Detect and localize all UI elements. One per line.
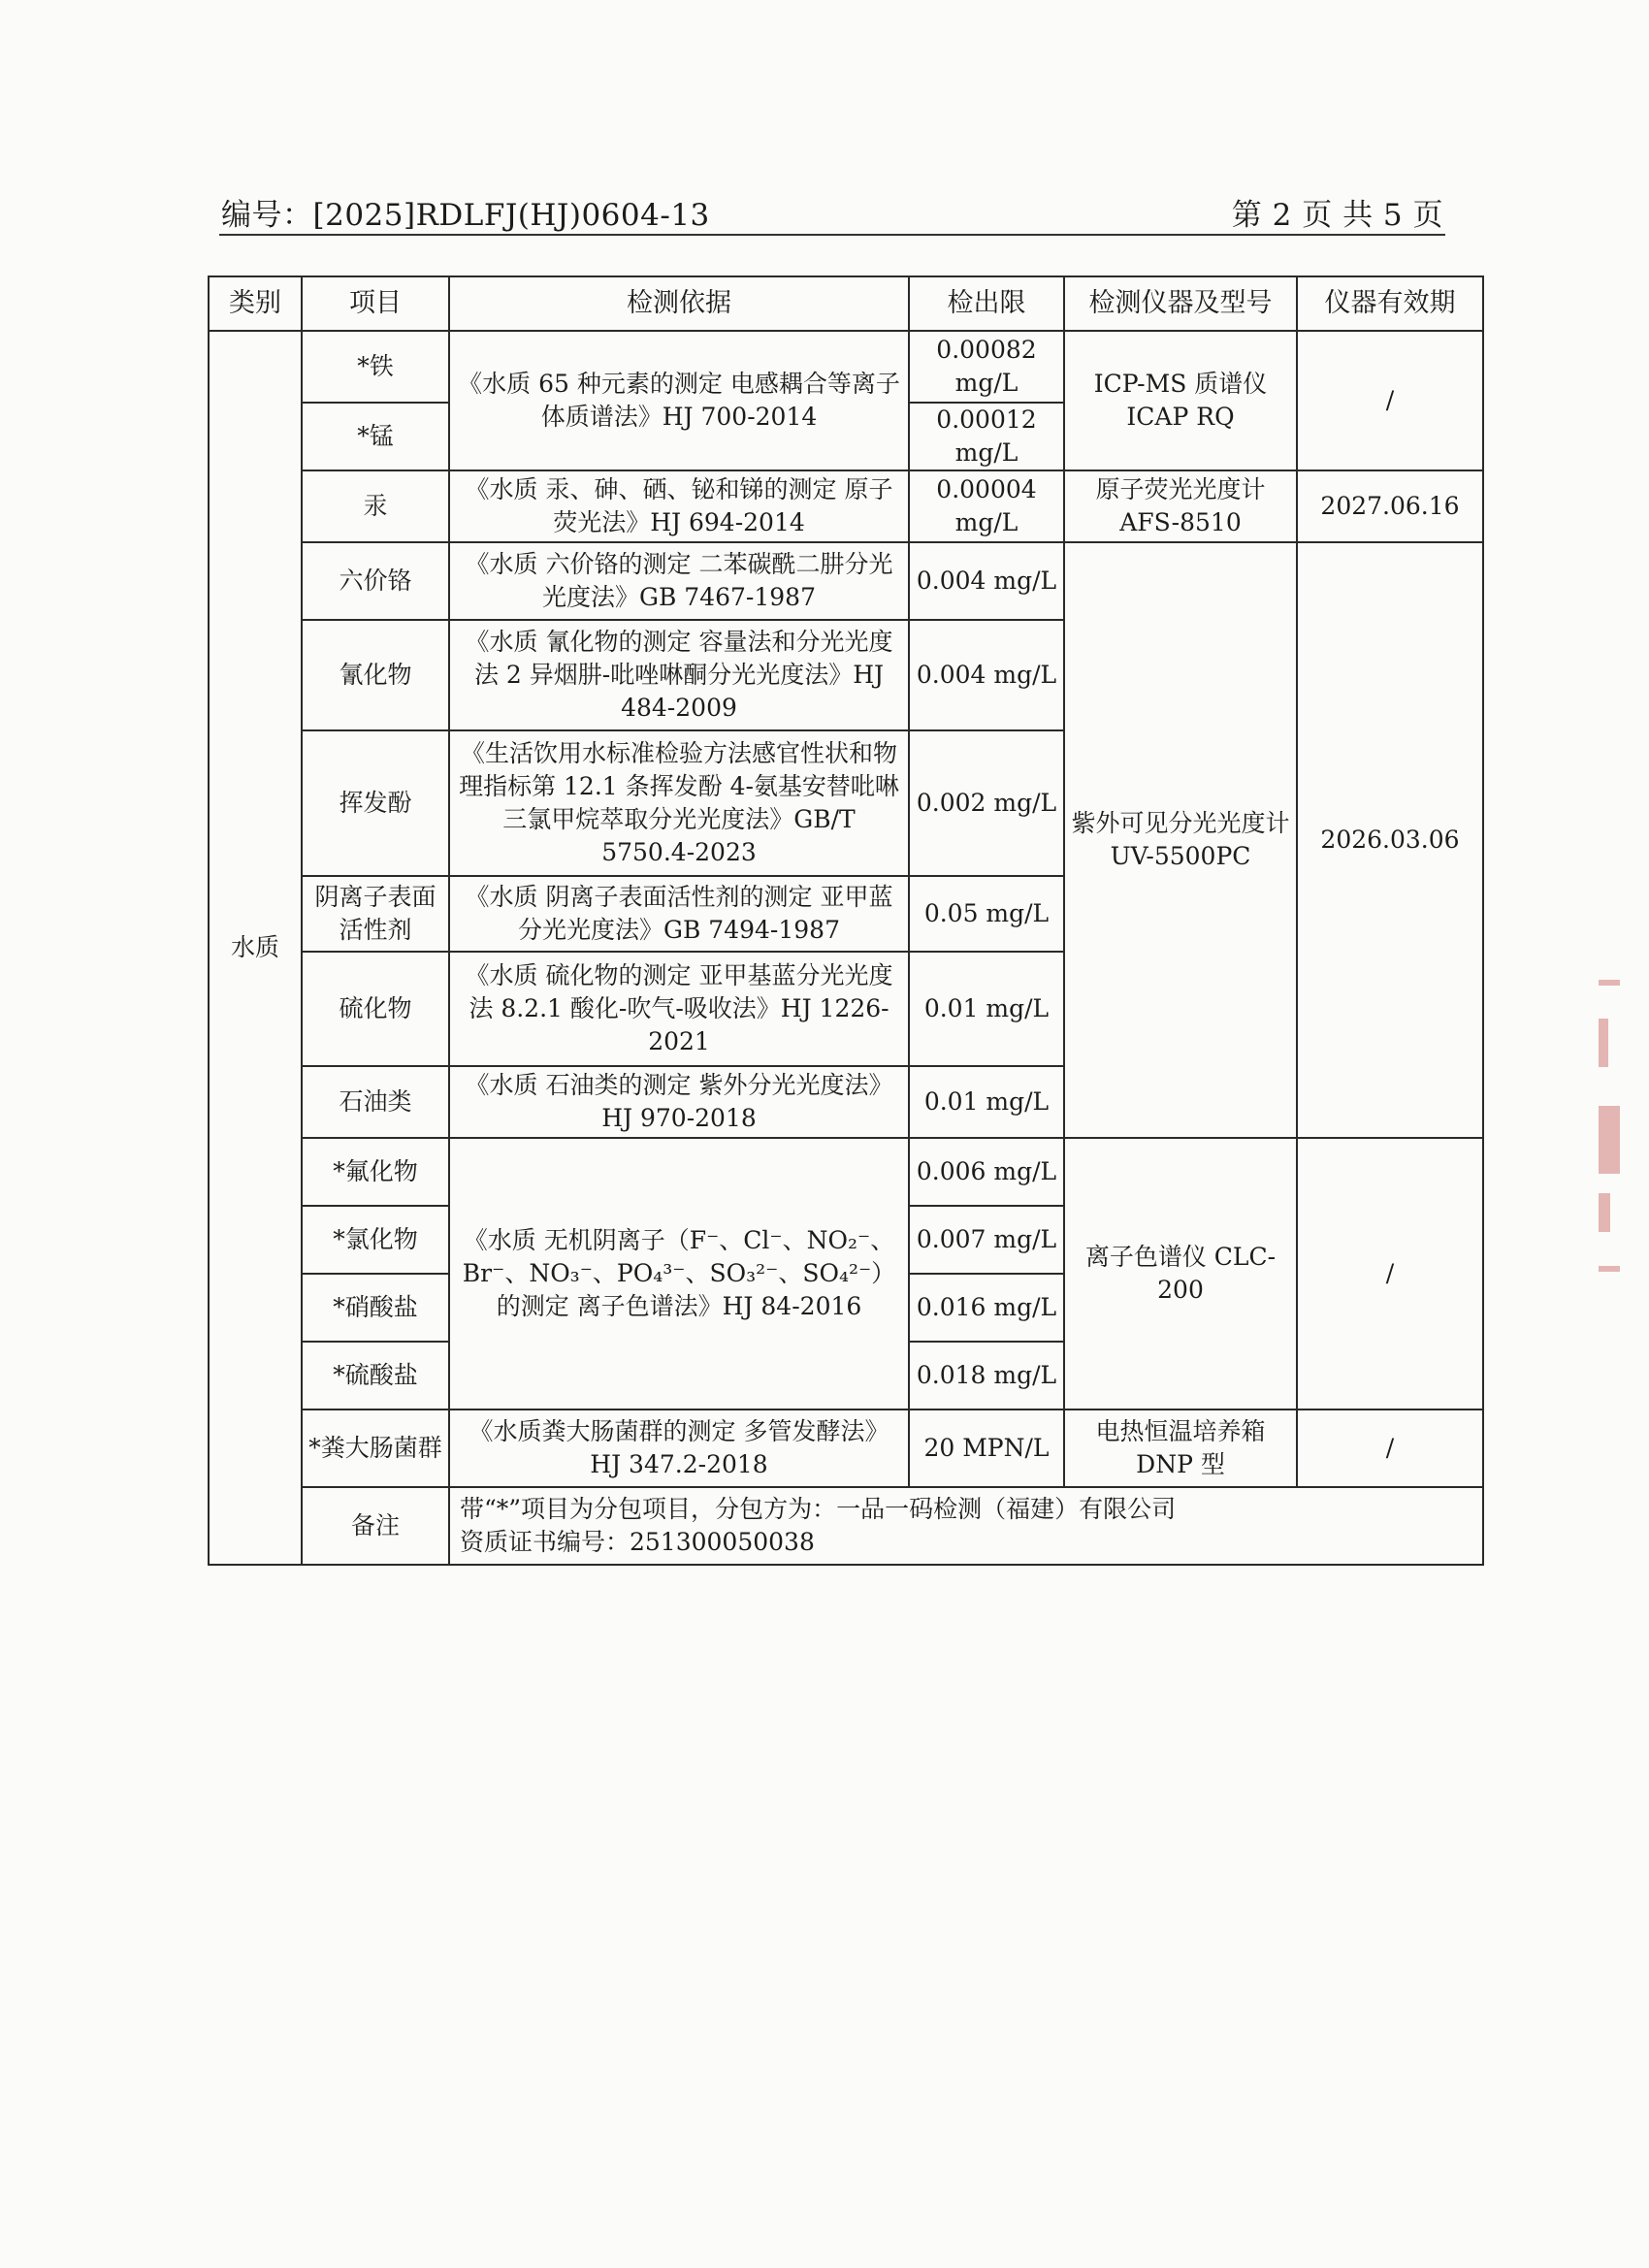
limit-cell: 0.00082 mg/L <box>909 331 1064 403</box>
table-header-row <box>209 276 1483 331</box>
category-cell: 水质 <box>209 331 302 1565</box>
remarks-content <box>449 1487 1483 1565</box>
remarks-subcontract-line: 带“*”项目为分包项目，分包方为：一品一码检测（福建）有限公司 <box>460 1495 1177 1523</box>
header-method: 检测依据 <box>449 276 909 331</box>
header-category: 类别 <box>209 276 302 331</box>
item-cell: 石油类 <box>302 1066 449 1138</box>
limit-cell: 0.018 mg/L <box>909 1342 1064 1409</box>
header-rule <box>219 234 1445 236</box>
instrument-cell: 原子荧光光度计 AFS-8510 <box>1064 470 1297 542</box>
validity-cell: / <box>1297 331 1483 470</box>
item-cell: 六价铬 <box>302 542 449 620</box>
limit-cell: 0.004 mg/L <box>909 542 1064 620</box>
seal-stamp-fragment <box>1599 980 1620 1271</box>
limit-cell: 0.007 mg/L <box>909 1206 1064 1274</box>
header-limit: 检出限 <box>909 276 1064 331</box>
method-cell: 《水质 石油类的测定 紫外分光光度法》HJ 970-2018 <box>449 1066 909 1138</box>
item-cell: 汞 <box>302 470 449 542</box>
method-cell: 《水质 无机阴离子（F⁻、Cl⁻、NO₂⁻、Br⁻、NO₃⁻、PO₄³⁻、SO₃²⁻、SO₄²⁻）的测定 离子色谱法》HJ 84-2016 <box>449 1138 909 1409</box>
table-row <box>209 1138 1483 1206</box>
limit-cell: 0.004 mg/L <box>909 620 1064 730</box>
table-row <box>209 1409 1483 1487</box>
method-cell: 《水质 阴离子表面活性剂的测定 亚甲蓝分光光度法》GB 7494-1987 <box>449 876 909 952</box>
table-row <box>209 331 1483 403</box>
limit-cell: 0.01 mg/L <box>909 952 1064 1066</box>
item-cell: 氰化物 <box>302 620 449 730</box>
item-cell: *粪大肠菌群 <box>302 1409 449 1487</box>
instrument-cell: 离子色谱仪 CLC-200 <box>1064 1138 1297 1409</box>
header-validity: 仪器有效期 <box>1297 276 1483 331</box>
header-item: 项目 <box>302 276 449 331</box>
validity-cell: / <box>1297 1138 1483 1409</box>
limit-cell: 0.00012 mg/L <box>909 403 1064 470</box>
item-cell: *氟化物 <box>302 1138 449 1206</box>
header-instrument: 检测仪器及型号 <box>1064 276 1297 331</box>
item-cell: *氯化物 <box>302 1206 449 1274</box>
limit-cell: 20 MPN/L <box>909 1409 1064 1487</box>
table-row <box>209 470 1483 542</box>
item-cell: 硫化物 <box>302 952 449 1066</box>
item-cell: *铁 <box>302 331 449 403</box>
validity-cell: 2027.06.16 <box>1297 470 1483 542</box>
limit-cell: 0.006 mg/L <box>909 1138 1064 1206</box>
limit-cell: 0.00004 mg/L <box>909 470 1064 542</box>
limit-cell: 0.002 mg/L <box>909 730 1064 876</box>
limit-cell: 0.05 mg/L <box>909 876 1064 952</box>
remarks-row <box>209 1487 1483 1565</box>
remarks-certificate-line: 资质证书编号：251300050038 <box>460 1528 815 1556</box>
validity-cell: 2026.03.06 <box>1297 542 1483 1138</box>
instrument-cell: 电热恒温培养箱 DNP 型 <box>1064 1409 1297 1487</box>
limit-cell: 0.01 mg/L <box>909 1066 1064 1138</box>
instrument-cell: ICP-MS 质谱仪 ICAP RQ <box>1064 331 1297 470</box>
method-cell: 《水质 汞、砷、硒、铋和锑的测定 原子荧光法》HJ 694-2014 <box>449 470 909 542</box>
item-cell: 阴离子表面活性剂 <box>302 876 449 952</box>
method-cell: 《水质粪大肠菌群的测定 多管发酵法》HJ 347.2-2018 <box>449 1409 909 1487</box>
method-cell: 《水质 六价铬的测定 二苯碳酰二肼分光光度法》GB 7467-1987 <box>449 542 909 620</box>
page-indicator: 第 2 页 共 5 页 <box>1231 198 1443 233</box>
validity-cell: / <box>1297 1409 1483 1487</box>
table-row <box>209 542 1483 620</box>
item-cell: *硝酸盐 <box>302 1274 449 1342</box>
method-cell: 《水质 65 种元素的测定 电感耦合等离子体质谱法》HJ 700-2014 <box>449 331 909 470</box>
test-methods-table <box>208 275 1484 1566</box>
report-number: 编号：[2025]RDLFJ(HJ)0604-13 <box>221 198 710 233</box>
remarks-label: 备注 <box>302 1487 449 1565</box>
method-cell: 《水质 硫化物的测定 亚甲基蓝分光光度法 8.2.1 酸化-吹气-吸收法》HJ 1226-2021 <box>449 952 909 1066</box>
instrument-cell: 紫外可见分光光度计 UV-5500PC <box>1064 542 1297 1138</box>
limit-cell: 0.016 mg/L <box>909 1274 1064 1342</box>
item-cell: 挥发酚 <box>302 730 449 876</box>
method-cell: 《水质 氰化物的测定 容量法和分光光度法 2 异烟肼-吡唑啉酮分光光度法》HJ 484-2009 <box>449 620 909 730</box>
method-cell: 《生活饮用水标准检验方法感官性状和物理指标第 12.1 条挥发酚 4-氨基安替吡啉三氯甲烷萃取分光光度法》GB/T 5750.4-2023 <box>449 730 909 876</box>
item-cell: *锰 <box>302 403 449 470</box>
item-cell: *硫酸盐 <box>302 1342 449 1409</box>
